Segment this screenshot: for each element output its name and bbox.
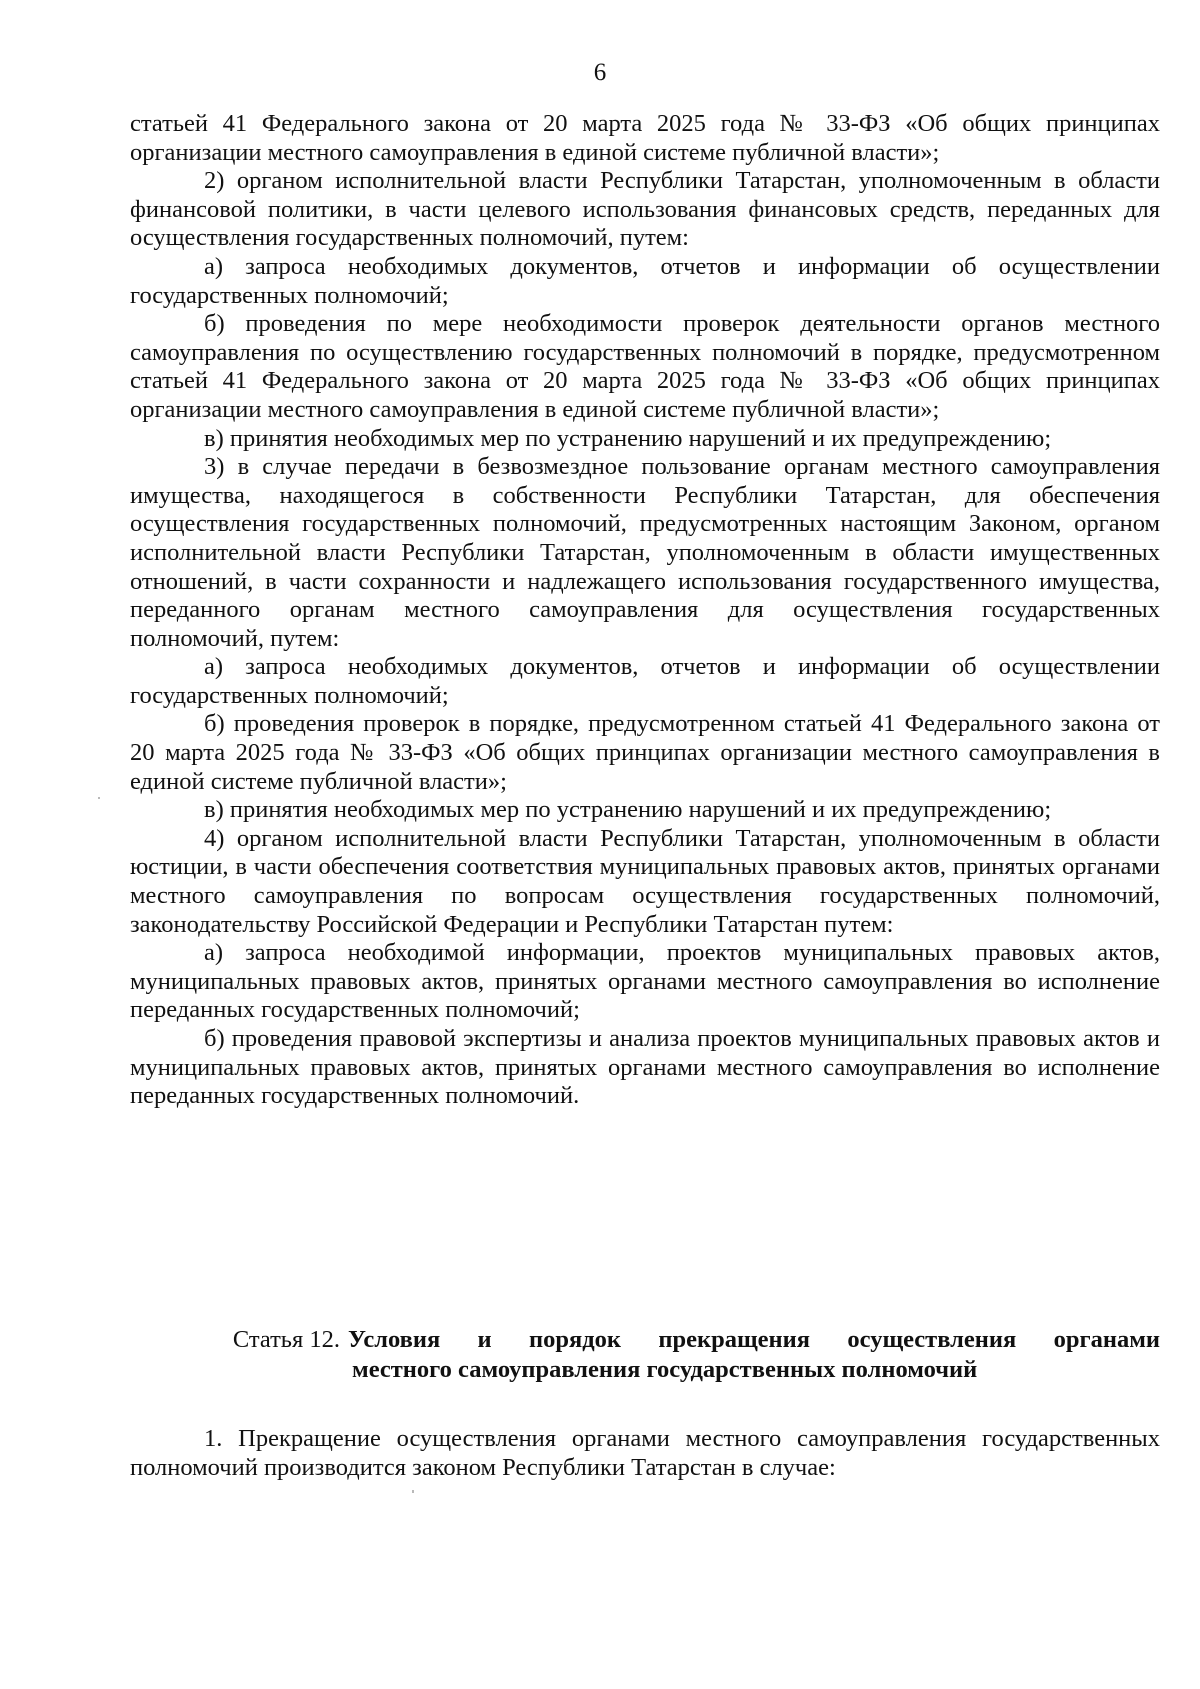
scan-speck bbox=[412, 1490, 414, 1493]
paragraph: а) запроса необходимых документов, отчетов и информации об осуществлении государственных полномочий; bbox=[130, 653, 1160, 709]
paragraph: б) проведения правовой экспертизы и анализа проектов муниципальных правовых актов и муниципальных правовых актов, принятых органами местного самоуправления во исполнение переданных государственных полномочий. bbox=[130, 1025, 1160, 1110]
paragraph: 3) в случае передачи в безвозмездное пользование органам местного самоуправления имущества, находящегося в собственности Республики Татарстан, для обеспечения осуществления государственных полномочий, предусмотренных настоящим Законом, органом исполнительной власти Республики Татарстан, уполномоченным в области имущественных отношений, в части сохранности и надлежащего использования государственного имущества, переданного органам местного самоуправления для осуществления государственных полномочий, путем: bbox=[130, 453, 1160, 652]
article-label: Статья 12. bbox=[232, 1326, 340, 1353]
paragraph: б) проведения проверок в порядке, предусмотренном статьей 41 Федерального закона от 20 марта 2025 года № 33-ФЗ «Об общих принципах организации местного самоуправления в единой системе публичной власти»; bbox=[130, 710, 1160, 795]
article-heading bbox=[130, 1325, 1160, 1385]
article-title-line-2: местного самоуправления государственных полномочий bbox=[352, 1356, 978, 1383]
body-text bbox=[130, 110, 1160, 1111]
paragraph: б) проведения по мере необходимости проверок деятельности органов местного самоуправления по осуществлению государственных полномочий в порядке, предусмотренном статьей 41 Федерального закона от 20 марта 2025 года № 33-ФЗ «Об общих принципах организации местного самоуправления в единой системе публичной власти»; bbox=[130, 310, 1160, 423]
scan-speck bbox=[98, 797, 100, 799]
paragraph: в) принятия необходимых мер по устранению нарушений и их предупреждению; bbox=[204, 424, 1052, 452]
article-title-line-1: Условия и порядок прекращения осуществления органами bbox=[348, 1326, 1160, 1353]
page-number: 6 bbox=[593, 59, 607, 86]
paragraph: статьей 41 Федерального закона от 20 марта 2025 года № 33-ФЗ «Об общих принципах организации местного самоуправления в единой системе публичной власти»; bbox=[130, 110, 1160, 166]
paragraph: 2) органом исполнительной власти Республики Татарстан, уполномоченным в области финансовой политики, в части целевого использования финансовых средств, переданных для осуществления государственных полномочий, путем: bbox=[130, 167, 1160, 252]
paragraph: 1. Прекращение осуществления органами местного самоуправления государственных полномочий производится законом Республики Татарстан в случае: bbox=[130, 1425, 1160, 1481]
paragraph: а) запроса необходимой информации, проектов муниципальных правовых актов, муниципальных правовых актов, принятых органами местного самоуправления во исполнение переданных государственных полномочий; bbox=[130, 939, 1160, 1024]
paragraph: в) принятия необходимых мер по устранению нарушений и их предупреждению; bbox=[204, 796, 1052, 824]
paragraph: 4) органом исполнительной власти Республики Татарстан, уполномоченным в области юстиции, в части обеспечения соответствия муниципальных правовых актов, принятых органами местного самоуправления по вопросам осуществления государственных полномочий, законодательству Российской Федерации и Республики Татарстан путем: bbox=[130, 824, 1160, 938]
paragraph: а) запроса необходимых документов, отчетов и информации об осуществлении государственных полномочий; bbox=[130, 252, 1160, 309]
article-body bbox=[130, 1425, 1160, 1482]
